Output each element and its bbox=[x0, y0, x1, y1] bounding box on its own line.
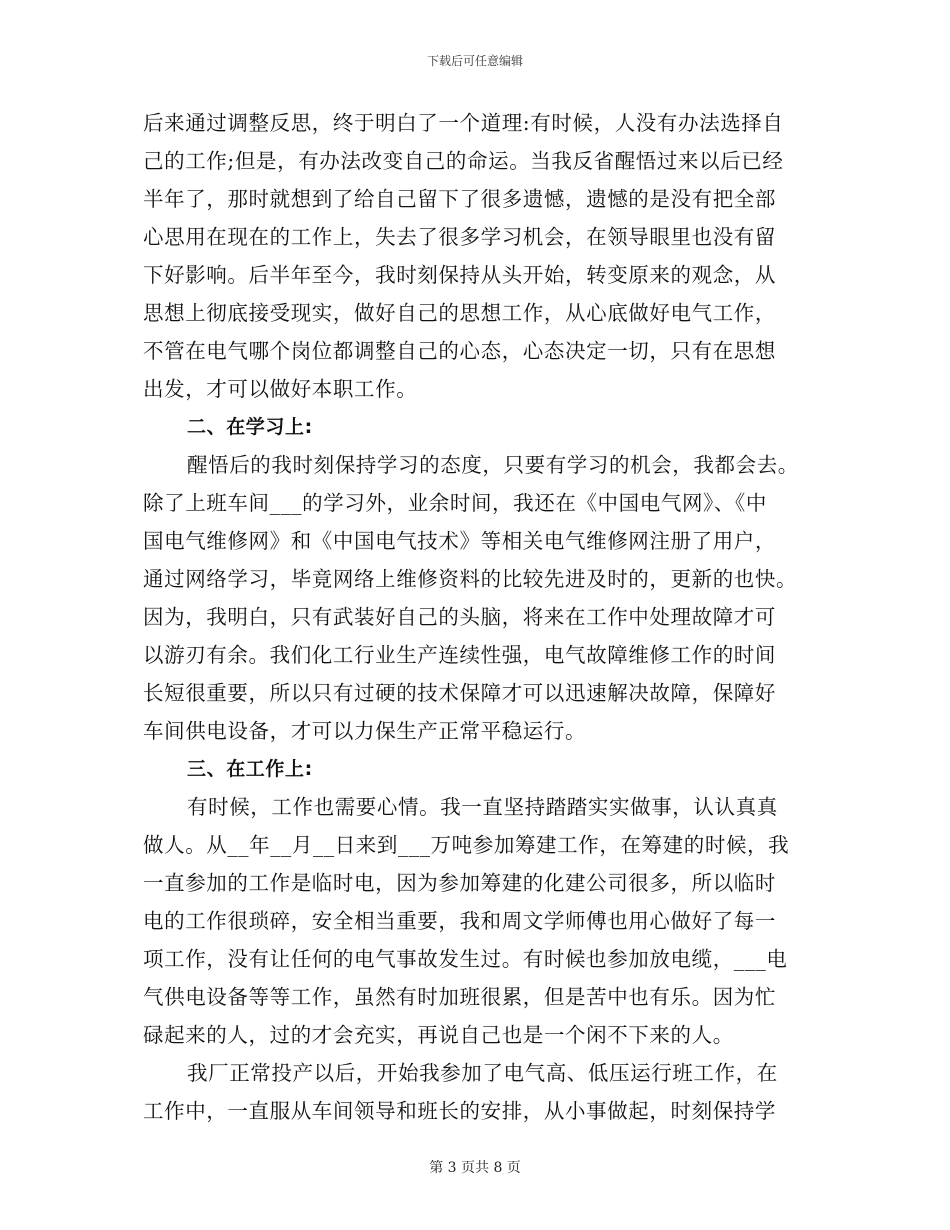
paragraph-line: 项工作，没有让任何的电气事故发生过。有时候也参加放电缆，___电 bbox=[143, 947, 788, 971]
paragraph-line: 除了上班车间___的学习外，业余时间，我还在《中国电气网》、《中 bbox=[143, 491, 767, 515]
paragraph-line: 半年了，那时就想到了给自己留下了很多遗憾，遗憾的是没有把全部 bbox=[143, 187, 776, 211]
paragraph-line: 后来通过调整反思，终于明白了一个道理:有时候，人没有办法选择自 bbox=[143, 111, 784, 135]
document-body bbox=[143, 104, 803, 1130]
paragraph-line: 因为，我明白，只有武装好自己的头脑，将来在工作中处理故障才可 bbox=[143, 605, 776, 629]
section-heading: 二、在学习上: bbox=[187, 416, 313, 438]
paragraph-line: 醒悟后的我时刻保持学习的态度，只要有学习的机会，我都会去。 bbox=[187, 453, 799, 477]
paragraph-line: 下好影响。后半年至今，我时刻保持从头开始，转变原来的观念，从 bbox=[143, 263, 776, 287]
paragraph-line: 不管在电气哪个岗位都调整自己的心态，心态决定一切，只有在思想 bbox=[143, 339, 776, 363]
section-heading: 三、在工作上: bbox=[187, 758, 313, 780]
paragraph-line: 工作中，一直服从车间领导和班长的安排，从小事做起，时刻保持学 bbox=[143, 1099, 776, 1123]
paragraph-line: 电的工作很琐碎，安全相当重要，我和周文学师傅也用心做好了每一 bbox=[143, 909, 776, 933]
page-footer: 第 3 页共 8 页 bbox=[429, 1160, 521, 1176]
paragraph-line: 思想上彻底接受现实，做好自己的思想工作，从心底做好电气工作， bbox=[143, 301, 776, 325]
paragraph-line: 国电气维修网》和《中国电气技术》等相关电气维修网注册了用户， bbox=[143, 529, 776, 553]
paragraph-line: 出发，才可以做好本职工作。 bbox=[143, 377, 418, 401]
paragraph-line: 心思用在现在的工作上，失去了很多学习机会，在领导眼里也没有留 bbox=[143, 225, 776, 249]
paragraph-line: 以游刃有余。我们化工行业生产连续性强，电气故障维修工作的时间 bbox=[143, 643, 776, 667]
page-header: 下载后可任意编辑 bbox=[426, 54, 523, 68]
paragraph-line: 气供电设备等等工作，虽然有时加班很累，但是苦中也有乐。因为忙 bbox=[143, 985, 776, 1009]
paragraph-line: 己的工作;但是，有办法改变自己的命运。当我反省醒悟过来以后已经 bbox=[143, 149, 784, 173]
paragraph-line: 一直参加的工作是临时电，因为参加筹建的化建公司很多，所以临时 bbox=[143, 871, 776, 895]
paragraph-line: 车间供电设备，才可以力保生产正常平稳运行。 bbox=[143, 719, 587, 743]
paragraph-line: 长短很重要，所以只有过硬的技术保障才可以迅速解决故障，保障好 bbox=[143, 681, 776, 705]
paragraph-line: 通过网络学习，毕竟网络上维修资料的比较先进及时的，更新的也快。 bbox=[143, 567, 798, 591]
paragraph-line: 有时候，工作也需要心情。我一直坚持踏踏实实做事，认认真真 bbox=[187, 795, 778, 819]
paragraph-line: 做人。从__年__月__日来到___万吨参加筹建工作，在筹建的时候，我 bbox=[143, 833, 790, 857]
paragraph-line: 我厂正常投产以后，开始我参加了电气高、低压运行班工作，在 bbox=[187, 1061, 778, 1085]
paragraph-line: 碌起来的人，过的才会充实，再说自己也是一个闲不下来的人。 bbox=[143, 1023, 734, 1047]
